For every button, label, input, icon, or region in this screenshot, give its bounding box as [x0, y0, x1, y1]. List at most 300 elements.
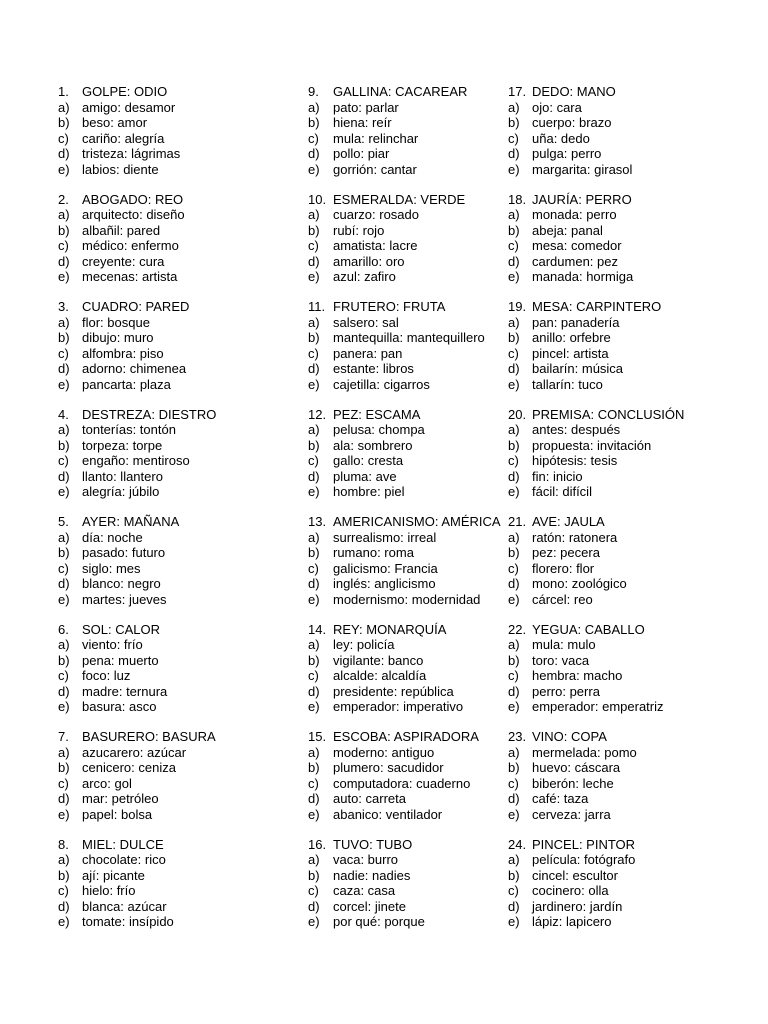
option-text: caza: casa — [333, 883, 396, 898]
option-text: torpeza: torpe — [82, 437, 163, 453]
answer-option — [508, 914, 718, 930]
answer-option — [308, 592, 504, 608]
option-letter: e) — [58, 591, 70, 607]
question-number: 6. — [58, 621, 69, 637]
option-text: adorno: chimenea — [82, 361, 187, 376]
answer-option — [58, 422, 298, 438]
question-header — [508, 192, 718, 208]
question-item — [508, 84, 718, 192]
answer-option — [508, 868, 718, 884]
answer-option — [308, 254, 504, 270]
option-text: tomate: insípido — [82, 914, 174, 929]
option-text: moderno: antiguo — [333, 744, 435, 760]
question-number: 5. — [58, 514, 69, 529]
option-letter: e) — [58, 914, 70, 929]
answer-option — [308, 422, 504, 438]
option-text: pancarta: plaza — [82, 376, 171, 392]
question-title: VINO: COPA — [532, 729, 607, 744]
option-letter: d) — [508, 683, 520, 699]
option-text: perro: perra — [532, 683, 600, 699]
answer-option — [308, 745, 504, 761]
option-letter: d) — [508, 146, 520, 161]
question-item — [508, 837, 718, 945]
question-header — [508, 299, 718, 315]
option-text: pollo: piar — [333, 146, 390, 161]
question-item — [308, 729, 504, 837]
option-text: mar: petróleo — [82, 791, 159, 806]
question-header — [58, 407, 298, 423]
option-letter: a) — [508, 314, 520, 330]
answer-option — [508, 592, 718, 608]
option-text: ala: sombrero — [333, 437, 413, 453]
question-number: 3. — [58, 299, 69, 314]
option-text: día: noche — [82, 529, 143, 545]
option-letter: c) — [308, 560, 319, 576]
option-text: martes: jueves — [82, 591, 167, 607]
option-text: alfombra: piso — [82, 345, 164, 361]
question-item — [58, 729, 298, 837]
option-letter: d) — [308, 468, 320, 484]
option-letter: c) — [308, 883, 319, 898]
answer-option — [58, 791, 298, 807]
option-letter: b) — [58, 867, 70, 883]
answer-option — [508, 131, 718, 147]
option-letter: d) — [508, 468, 520, 484]
answer-option — [308, 238, 504, 254]
answer-option — [508, 484, 718, 500]
question-header — [58, 84, 298, 100]
option-text: ley: policía — [333, 637, 395, 652]
answer-option — [58, 561, 298, 577]
question-header — [308, 299, 504, 315]
option-text: rubí: rojo — [333, 222, 385, 238]
option-text: tonterías: tontón — [82, 422, 176, 437]
question-header — [508, 622, 718, 638]
option-letter: b) — [58, 545, 70, 560]
option-text: jardinero: jardín — [532, 898, 623, 914]
option-letter: a) — [58, 99, 70, 115]
question-title: AYER: MAÑANA — [82, 514, 180, 529]
option-text: llanto: llantero — [82, 468, 163, 484]
option-text: margarita: girasol — [532, 161, 633, 177]
answer-option — [58, 684, 298, 700]
option-text: viento: frío — [82, 637, 143, 652]
answer-option — [308, 561, 504, 577]
option-letter: e) — [308, 914, 320, 929]
question-item — [58, 837, 298, 945]
answer-option — [508, 146, 718, 162]
answer-option — [308, 545, 504, 561]
answer-option — [308, 760, 504, 776]
question-number: 16. — [308, 836, 327, 852]
question-item — [508, 729, 718, 837]
option-text: albañil: pared — [82, 222, 161, 238]
option-letter: c) — [508, 130, 519, 146]
answer-option — [508, 377, 718, 393]
question-number: 4. — [58, 406, 69, 422]
option-letter: a) — [58, 529, 70, 545]
option-text: ojo: cara — [532, 99, 582, 115]
option-letter: a) — [58, 852, 70, 867]
option-letter: d) — [308, 361, 320, 376]
option-text: huevo: cáscara — [532, 760, 621, 775]
question-number: 13. — [308, 514, 327, 529]
question-title: PINCEL: PINTOR — [532, 836, 636, 852]
option-text: plumero: sacudidor — [333, 760, 444, 775]
option-letter: c) — [308, 345, 319, 361]
option-text: emperador: emperatriz — [532, 699, 664, 714]
option-letter: a) — [308, 207, 320, 222]
option-text: salsero: sal — [333, 314, 399, 330]
answer-option — [58, 146, 298, 162]
option-text: creyente: cura — [82, 253, 165, 269]
question-header — [308, 729, 504, 745]
option-text: pez: pecera — [532, 545, 600, 560]
question-title: GALLINA: CACAREAR — [333, 84, 468, 99]
option-letter: a) — [308, 529, 320, 545]
option-text: blanco: negro — [82, 576, 161, 591]
question-title: REY: MONARQUÍA — [333, 621, 447, 637]
option-letter: b) — [308, 652, 320, 668]
question-title: DEDO: MANO — [532, 84, 616, 99]
option-text: cerveza: jarra — [532, 806, 611, 822]
answer-option — [58, 807, 298, 823]
option-letter: c) — [58, 883, 69, 898]
question-number: 24. — [508, 836, 527, 852]
question-item — [58, 84, 298, 192]
answer-option — [58, 377, 298, 393]
option-letter: e) — [58, 376, 70, 392]
answer-option — [308, 100, 504, 116]
option-text: tristeza: lágrimas — [82, 146, 181, 161]
option-letter: b) — [508, 867, 520, 883]
option-letter: a) — [308, 637, 320, 652]
option-text: foco: luz — [82, 668, 131, 683]
question-header — [58, 622, 298, 638]
option-text: cenicero: ceniza — [82, 760, 176, 775]
option-letter: b) — [308, 867, 320, 883]
question-number: 20. — [508, 406, 527, 422]
option-letter: e) — [508, 484, 520, 499]
answer-option — [508, 269, 718, 285]
answer-option — [308, 791, 504, 807]
answer-option — [58, 361, 298, 377]
question-number: 18. — [508, 191, 527, 207]
question-number: 14. — [308, 621, 327, 637]
option-text: mantequilla: mantequillero — [333, 330, 485, 345]
option-text: arco: gol — [82, 775, 132, 791]
option-text: médico: enfermo — [82, 238, 179, 253]
option-text: basura: asco — [82, 699, 157, 714]
option-letter: b) — [508, 330, 520, 345]
option-letter: c) — [308, 130, 319, 146]
option-text: azul: zafiro — [333, 269, 396, 284]
answer-option — [508, 852, 718, 868]
option-letter: b) — [508, 545, 520, 560]
option-text: auto: carreta — [333, 791, 406, 806]
answer-option — [58, 346, 298, 362]
answer-option — [308, 453, 504, 469]
option-letter: d) — [308, 253, 320, 269]
option-text: cuarzo: rosado — [333, 207, 419, 222]
option-letter: e) — [58, 269, 70, 284]
question-item — [308, 299, 504, 407]
option-text: engaño: mentiroso — [82, 453, 190, 468]
question-header — [308, 407, 504, 423]
answer-option — [508, 223, 718, 239]
option-text: rumano: roma — [333, 545, 414, 560]
option-text: mermelada: pomo — [532, 744, 637, 760]
option-text: mula: relinchar — [333, 130, 419, 146]
answer-option — [58, 269, 298, 285]
answer-option — [58, 852, 298, 868]
answer-option — [58, 592, 298, 608]
option-letter: d) — [58, 791, 70, 806]
option-letter: d) — [508, 361, 520, 376]
option-letter: b) — [308, 760, 320, 775]
answer-option — [508, 100, 718, 116]
question-number: 17. — [508, 84, 527, 99]
question-item — [508, 514, 718, 622]
answer-option — [58, 899, 298, 915]
answer-option — [58, 238, 298, 254]
question-number: 1. — [58, 84, 69, 99]
option-letter: a) — [58, 744, 70, 760]
answer-option — [58, 438, 298, 454]
answer-option — [58, 330, 298, 346]
answer-option — [508, 254, 718, 270]
answer-option — [508, 545, 718, 561]
option-text: alegría: júbilo — [82, 484, 160, 499]
question-title: MESA: CARPINTERO — [532, 299, 662, 314]
option-letter: d) — [508, 898, 520, 914]
option-letter: b) — [58, 652, 70, 668]
option-letter: e) — [308, 806, 320, 822]
option-letter: b) — [308, 437, 320, 453]
answer-option — [58, 699, 298, 715]
option-text: cuerpo: brazo — [532, 115, 612, 130]
question-item — [508, 622, 718, 730]
option-letter: d) — [508, 253, 520, 269]
answer-option — [58, 484, 298, 500]
answer-option — [508, 115, 718, 131]
answer-option — [58, 653, 298, 669]
option-letter: c) — [308, 668, 319, 683]
option-text: hombre: piel — [333, 484, 405, 499]
option-text: hipótesis: tesis — [532, 453, 618, 468]
option-text: amatista: lacre — [333, 238, 418, 253]
question-title: AMERICANISMO: AMÉRICA — [333, 514, 501, 529]
answer-option — [308, 377, 504, 393]
option-letter: b) — [308, 330, 320, 345]
option-letter: d) — [58, 253, 70, 269]
answer-option — [308, 269, 504, 285]
option-text: cajetilla: cigarros — [333, 376, 430, 392]
answer-option — [58, 453, 298, 469]
question-title: PREMISA: CONCLUSIÓN — [532, 406, 685, 422]
option-letter: b) — [308, 545, 320, 560]
answer-option — [308, 115, 504, 131]
answer-option — [508, 422, 718, 438]
option-text: blanca: azúcar — [82, 898, 167, 914]
question-item — [58, 514, 298, 622]
option-text: dibujo: muro — [82, 330, 154, 345]
answer-option — [308, 146, 504, 162]
column-2 — [308, 84, 504, 944]
question-header — [508, 514, 718, 530]
question-number: 9. — [308, 84, 319, 99]
option-letter: d) — [58, 576, 70, 591]
answer-option — [308, 330, 504, 346]
option-text: computadora: cuaderno — [333, 775, 471, 791]
answer-option — [508, 453, 718, 469]
answer-option — [58, 545, 298, 561]
option-text: anillo: orfebre — [532, 330, 611, 345]
answer-option — [308, 637, 504, 653]
option-text: biberón: leche — [532, 775, 614, 791]
option-letter: e) — [58, 161, 70, 177]
option-letter: c) — [508, 668, 519, 683]
option-letter: e) — [58, 806, 70, 822]
answer-option — [58, 469, 298, 485]
question-title: ESCOBA: ASPIRADORA — [333, 729, 479, 744]
question-title: CUADRO: PARED — [82, 299, 190, 314]
answer-option — [508, 207, 718, 223]
answer-option — [58, 760, 298, 776]
option-text: arquitecto: diseño — [82, 207, 185, 222]
question-header — [308, 837, 504, 853]
option-letter: a) — [58, 637, 70, 652]
question-title: ESMERALDA: VERDE — [333, 191, 466, 207]
answer-option — [508, 745, 718, 761]
option-text: antes: después — [532, 422, 621, 437]
answer-option — [58, 100, 298, 116]
option-text: siglo: mes — [82, 560, 141, 576]
option-text: gorrión: cantar — [333, 161, 417, 177]
answer-option — [308, 668, 504, 684]
option-letter: e) — [58, 699, 70, 714]
question-header — [58, 514, 298, 530]
question-item — [308, 192, 504, 300]
option-letter: b) — [58, 115, 70, 130]
answer-option — [308, 207, 504, 223]
question-header — [508, 407, 718, 423]
question-header — [308, 192, 504, 208]
question-title: AVE: JAULA — [532, 514, 605, 529]
answer-option — [308, 361, 504, 377]
option-letter: d) — [508, 576, 520, 591]
option-text: mecenas: artista — [82, 269, 178, 284]
answer-option — [58, 530, 298, 546]
answer-option — [308, 914, 504, 930]
option-text: cincel: escultor — [532, 867, 618, 883]
option-letter: b) — [58, 760, 70, 775]
option-letter: c) — [508, 560, 519, 576]
option-text: vaca: burro — [333, 852, 399, 867]
answer-option — [508, 684, 718, 700]
question-header — [58, 729, 298, 745]
question-item — [308, 84, 504, 192]
question-number: 22. — [508, 621, 527, 637]
question-number: 15. — [308, 729, 327, 744]
question-number: 12. — [308, 406, 327, 422]
option-text: flor: bosque — [82, 314, 150, 330]
option-letter: d) — [508, 791, 520, 806]
answer-option — [308, 530, 504, 546]
option-text: presidente: república — [333, 683, 454, 699]
option-text: modernismo: modernidad — [333, 591, 481, 607]
option-letter: a) — [308, 852, 320, 867]
option-text: panera: pan — [333, 345, 403, 361]
option-text: mono: zoológico — [532, 576, 627, 591]
answer-option — [58, 776, 298, 792]
question-item — [308, 622, 504, 730]
answer-option — [508, 238, 718, 254]
answer-option — [508, 315, 718, 331]
answer-option — [58, 745, 298, 761]
answer-option — [58, 868, 298, 884]
option-text: galicismo: Francia — [333, 560, 438, 576]
option-letter: e) — [308, 376, 320, 392]
answer-option — [308, 438, 504, 454]
answer-option — [308, 162, 504, 178]
option-letter: c) — [58, 345, 69, 361]
option-letter: e) — [508, 806, 520, 822]
option-letter: e) — [308, 484, 320, 499]
option-letter: d) — [308, 146, 320, 161]
answer-option — [508, 653, 718, 669]
option-text: bailarín: música — [532, 361, 624, 376]
option-letter: d) — [308, 898, 320, 914]
option-text: hielo: frío — [82, 883, 136, 898]
option-letter: c) — [508, 345, 519, 361]
answer-option — [508, 807, 718, 823]
option-text: cardumen: pez — [532, 253, 618, 269]
question-title: DESTREZA: DIESTRO — [82, 406, 217, 422]
option-text: toro: vaca — [532, 652, 590, 668]
option-letter: c) — [508, 883, 519, 898]
question-item — [58, 622, 298, 730]
option-text: fin: inicio — [532, 468, 583, 484]
option-letter: e) — [508, 914, 520, 929]
answer-option — [508, 162, 718, 178]
answer-option — [508, 361, 718, 377]
option-text: pincel: artista — [532, 345, 609, 361]
question-number: 19. — [508, 299, 527, 314]
answer-option — [58, 668, 298, 684]
answer-option — [58, 914, 298, 930]
option-letter: c) — [58, 775, 69, 791]
option-text: nadie: nadies — [333, 867, 411, 883]
option-letter: c) — [58, 453, 69, 468]
answer-option — [308, 776, 504, 792]
answer-option — [308, 807, 504, 823]
option-text: hiena: reír — [333, 115, 392, 130]
option-text: pelusa: chompa — [333, 422, 425, 437]
option-letter: c) — [508, 238, 519, 253]
answer-option — [58, 223, 298, 239]
question-title: BASURERO: BASURA — [82, 729, 216, 744]
option-text: ratón: ratonera — [532, 529, 618, 545]
option-text: uña: dedo — [532, 130, 590, 146]
answer-option — [508, 668, 718, 684]
question-item — [58, 407, 298, 515]
option-letter: e) — [308, 699, 320, 714]
question-title: FRUTERO: FRUTA — [333, 299, 446, 314]
option-letter: c) — [508, 453, 519, 468]
answer-option — [508, 330, 718, 346]
answer-option — [308, 653, 504, 669]
